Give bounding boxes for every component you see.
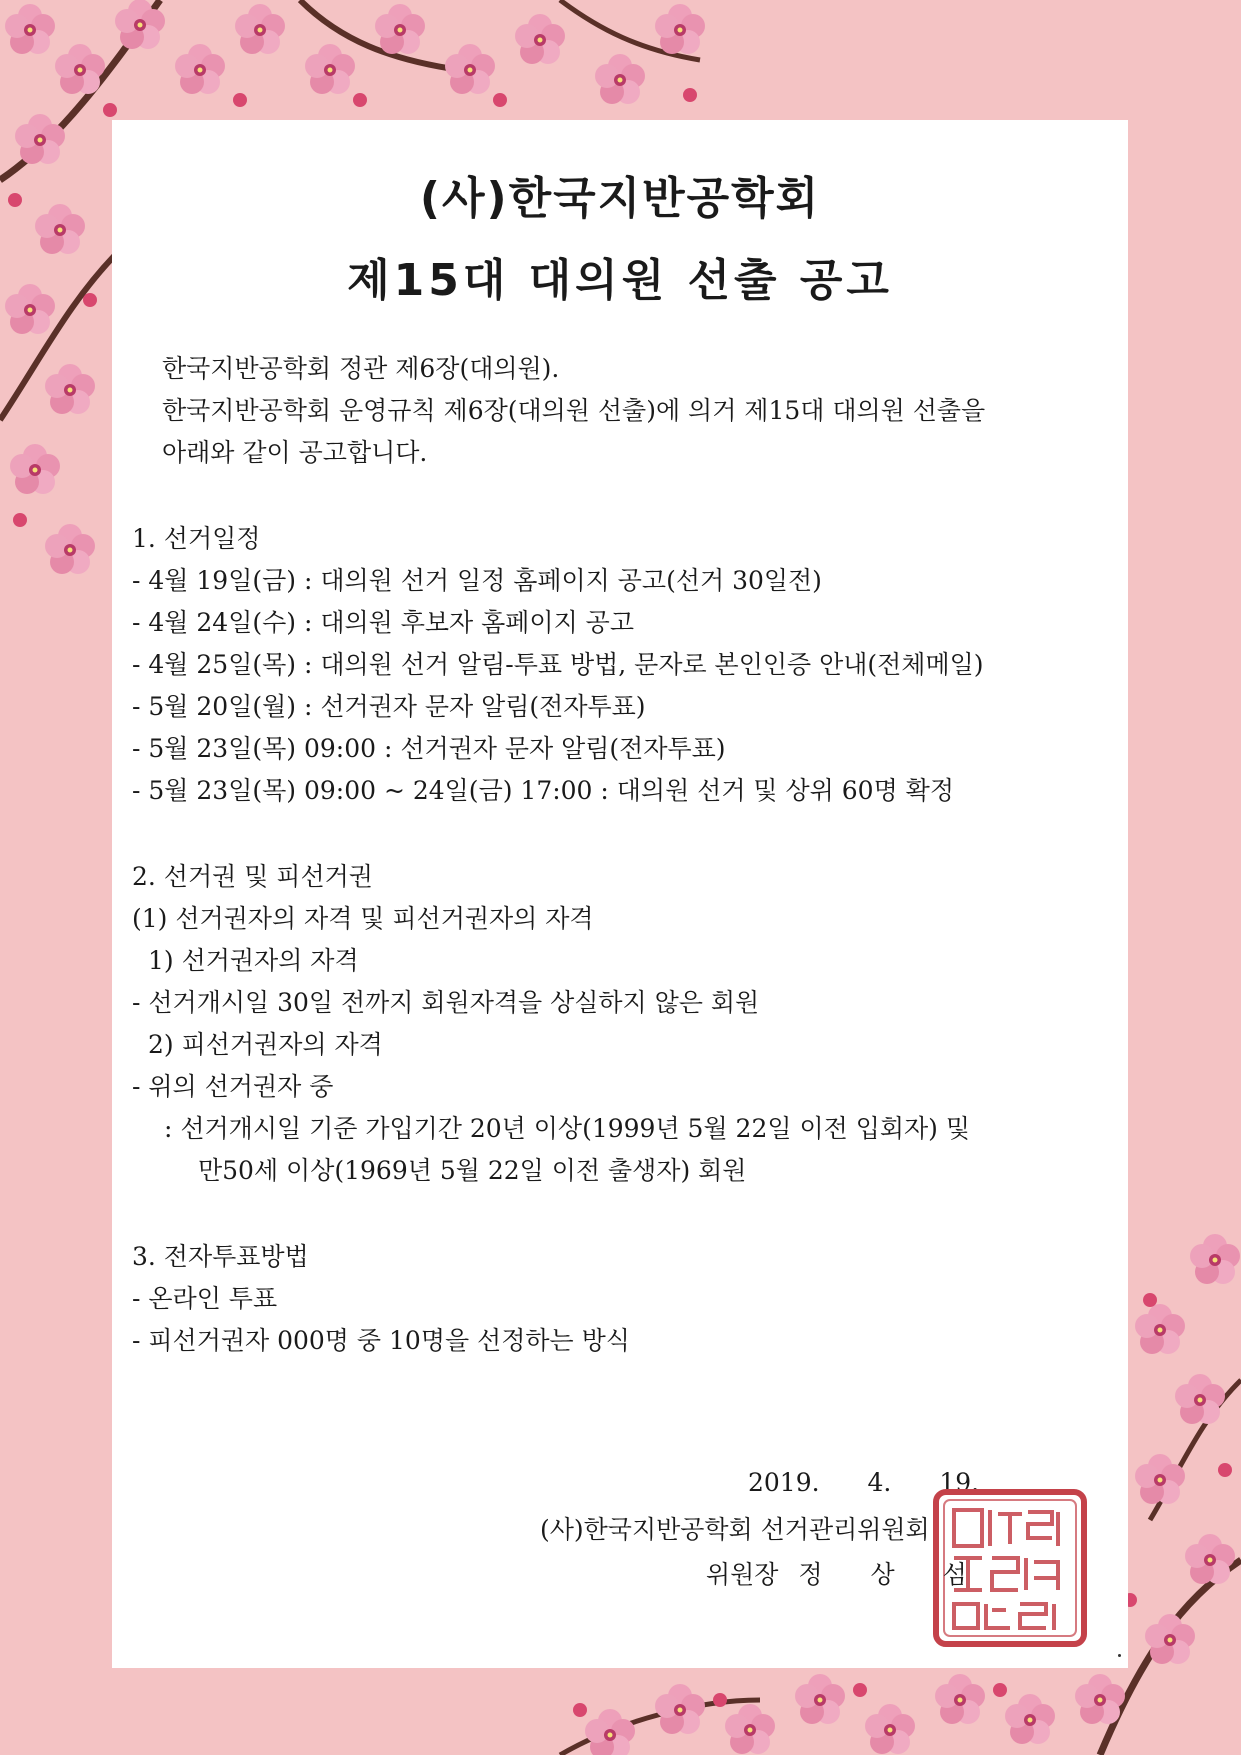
section2-sub1: 1) 선거권자의 자격 [148,946,359,975]
section1-heading: 1. 선거일정 [132,524,261,553]
intro-line-2: 한국지반공학회 운영규칙 제6장(대의원 선출)에 의거 제15대 대의원 선출을 [162,396,986,425]
date-year: 2019. [748,1468,820,1497]
signer-title: 위원장 [706,1560,779,1589]
intro-line-3: 아래와 같이 공고합니다. [162,438,428,467]
section2-heading: 2. 선거권 및 피선거권 [132,862,373,891]
section2-sub: (1) 선거권자의 자격 및 피선거권자의 자격 [132,904,594,933]
section3-heading: 3. 전자투표방법 [132,1242,309,1271]
section2-sub1-item: - 선거개시일 30일 전까지 회원자격을 상실하지 않은 회원 [132,988,760,1017]
voting-item-2: - 피선거권자 000명 중 10명을 선정하는 방식 [132,1326,630,1355]
signer-name-1: 정 [798,1560,823,1589]
page-title: (사)한국지반공학회 [419,173,821,224]
schedule-item-5: - 5월 23일(목) 09:00 : 선거권자 문자 알림(전자투표) [132,734,726,763]
committee-name: (사)한국지반공학회 선거관리위원회 [540,1515,930,1544]
intro-line-1: 한국지반공학회 정관 제6장(대의원). [162,354,560,383]
stray-dot [1118,1654,1121,1657]
section2-sub2-detail-2: 만50세 이상(1969년 5월 22일 이전 출생자) 회원 [198,1156,747,1185]
date-month: 4. [867,1468,892,1497]
schedule-item-2: - 4월 24일(수) : 대의원 후보자 홈페이지 공고 [132,608,634,637]
voting-item-1: - 온라인 투표 [132,1284,278,1313]
schedule-item-3: - 4월 25일(목) : 대의원 선거 알림-투표 방법, 문자로 본인인증 안내(전체메일) [132,650,984,679]
page-subtitle: 제15대 대의원 선출 공고 [347,255,893,306]
signer-name-2: 상 [870,1560,895,1589]
section2-sub2: 2) 피선거권자의 자격 [148,1030,383,1059]
date-day: 19. [939,1468,980,1497]
notice-paper [112,120,1128,1668]
schedule-item-1: - 4월 19일(금) : 대의원 선거 일정 홈페이지 공고(선거 30일전) [132,566,822,595]
signature-line [706,1555,967,1591]
section2-sub2-item: - 위의 선거권자 중 [132,1072,334,1101]
schedule-item-4: - 5월 20일(월) : 선거권자 문자 알림(전자투표) [132,692,646,721]
section2-sub2-detail-1: : 선거개시일 기준 가입기간 20년 이상(1999년 5월 22일 이전 입회자) 및 [164,1114,971,1143]
signer-name-3: 섬 [942,1560,967,1589]
schedule-item-6: - 5월 23일(목) 09:00 ~ 24일(금) 17:00 : 대의원 선거 및 상위 60명 확정 [132,776,954,805]
